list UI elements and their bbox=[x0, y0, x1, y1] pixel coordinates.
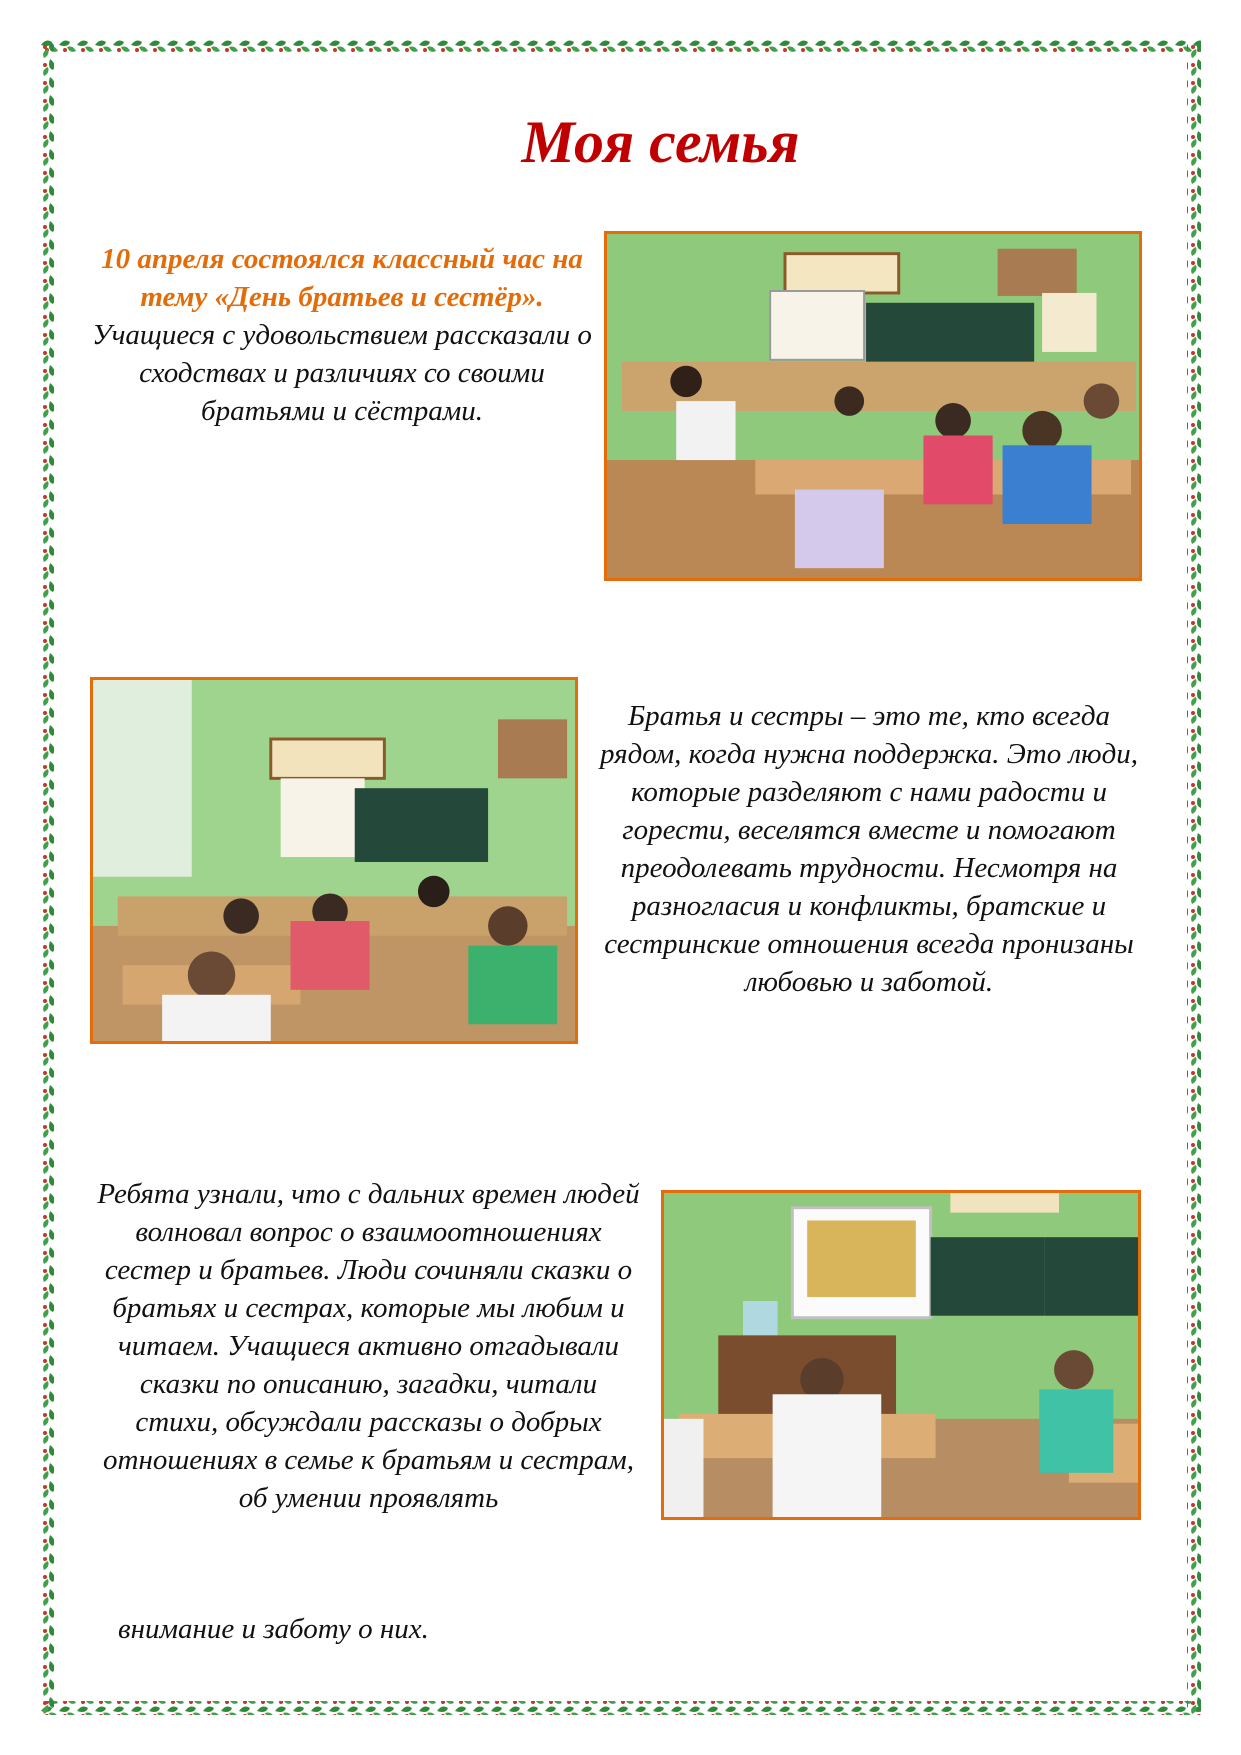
section2-paragraph: Братья и сестры – это те, кто всегда рядом, когда нужна поддержка. Это люди, которые разделяют с нами радости и горести, веселятся вместе и помогают преодолевать трудности. Несмотря на разногласия и конфликты, братские и сестринские отношения всегда пронизаны любовью и заботой. bbox=[600, 700, 1138, 998]
section3-paragraph: Ребята узнали, что с дальних времен людей волновал вопрос о взаимоотношениях сестер и братьев. Люди сочиняли сказки о братьях и сестрах, которые мы любим и читаем. Учащиеся активно отгадывали сказки по описанию, загадки, читали стихи, обсуждали рассказы о добрых отношениях в семье к братьям и сестрам, об умении проявлять bbox=[97, 1178, 640, 1514]
section3-last-line: внимание и заботу о них. bbox=[118, 1613, 429, 1645]
section1-paragraph bbox=[92, 240, 592, 430]
section1-text: Учащиеся с удовольствием рассказали о сходствах и различиях со своими братьями и сёстрами. bbox=[92, 319, 592, 427]
classroom-photo-2 bbox=[90, 677, 578, 1044]
section1-lead: 10 апреля состоялся классный час на тему «День братьев и сестёр». bbox=[101, 243, 583, 313]
page-title: Моя семья bbox=[521, 109, 800, 175]
classroom-photo-1 bbox=[604, 231, 1142, 581]
classroom-photo-3 bbox=[661, 1190, 1141, 1520]
